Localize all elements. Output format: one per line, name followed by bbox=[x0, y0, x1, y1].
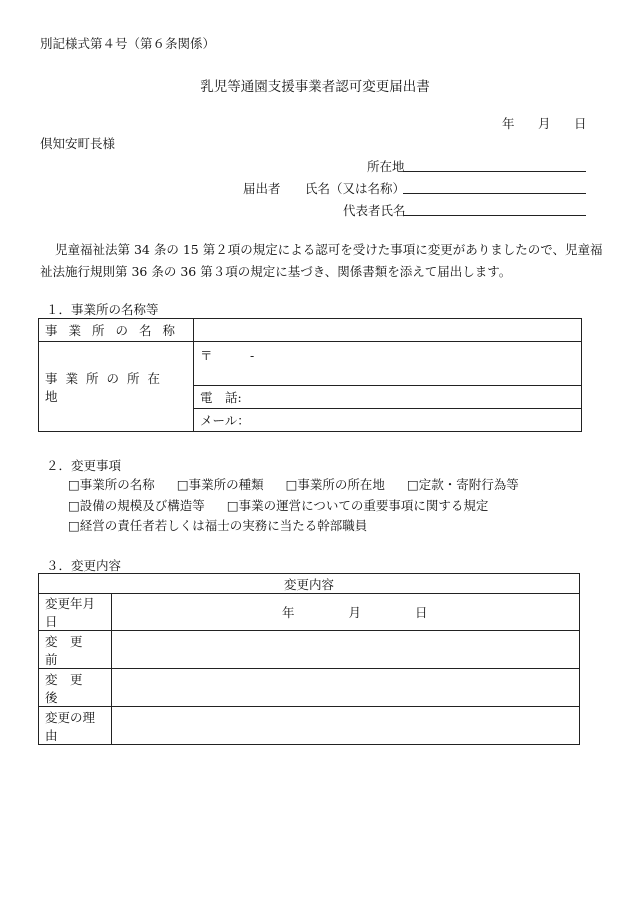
facility-name-label: 事業所の名称 bbox=[39, 319, 194, 342]
change-date-month: 月 bbox=[348, 605, 362, 620]
change-items-row2 bbox=[68, 496, 510, 514]
date-day-label: 日 bbox=[574, 116, 587, 131]
form-title: 乳児等通園支援事業者認可変更届出書 bbox=[200, 79, 430, 95]
body-text-line1: 児童福祉法第 34 条の 15 第２項の規定による認可を受けた事項に変更がありましたので、児童福 bbox=[55, 242, 603, 257]
date-month-label: 月 bbox=[538, 116, 551, 131]
postal-prefix: 〒 - bbox=[200, 348, 255, 363]
section1-heading: １．事業所の名称等 bbox=[46, 302, 159, 317]
address-label: 所在地 bbox=[367, 159, 405, 174]
change-content-table bbox=[38, 573, 580, 745]
change-date-year: 年 bbox=[282, 605, 295, 620]
after-cell[interactable] bbox=[112, 669, 580, 707]
name-field[interactable] bbox=[403, 179, 586, 194]
change-date-label: 変更年月日 bbox=[39, 594, 112, 631]
addressee: 倶知安町長様 bbox=[40, 136, 116, 151]
checkbox-facility-location[interactable]: □事業所の所在地 bbox=[285, 477, 385, 492]
checkbox-operation-rules[interactable]: □事業の運営についての重要事項に関する規定 bbox=[226, 498, 489, 513]
checkbox-articles[interactable]: □定款・寄附行為等 bbox=[406, 477, 519, 492]
before-cell[interactable] bbox=[112, 631, 580, 669]
change-items-row3 bbox=[68, 516, 389, 534]
change-content-header: 変更内容 bbox=[39, 574, 580, 594]
mail-cell[interactable] bbox=[194, 409, 582, 432]
representative-label: 代表者氏名 bbox=[343, 203, 406, 218]
section3-heading: ３．変更内容 bbox=[46, 558, 122, 573]
checkbox-facility-type[interactable]: □事業所の種類 bbox=[176, 477, 264, 492]
change-items-row1 bbox=[68, 475, 541, 493]
facility-name-cell[interactable] bbox=[194, 319, 582, 342]
change-date-day: 日 bbox=[415, 605, 428, 620]
representative-field[interactable] bbox=[403, 201, 586, 216]
body-text-line2: 祉法施行規則第 36 条の 36 第３項の規定に基づき、関係書類を添えて届出します。 bbox=[40, 264, 512, 279]
facility-table bbox=[38, 318, 582, 432]
checkbox-equipment[interactable]: □設備の規模及び構造等 bbox=[68, 498, 205, 513]
date-year-label: 年 bbox=[502, 116, 515, 131]
checkbox-management-staff[interactable]: □経営の責任者若しくは福士の実務に当たる幹部職員 bbox=[68, 518, 368, 533]
reason-cell[interactable] bbox=[112, 707, 580, 745]
submitter-label: 届出者 bbox=[243, 181, 281, 196]
form-number: 別記様式第４号（第６条関係） bbox=[40, 36, 216, 51]
address-field[interactable] bbox=[403, 157, 586, 172]
change-date-cell[interactable] bbox=[112, 594, 580, 631]
facility-location-label: 事業所の所在地 bbox=[39, 342, 194, 432]
section2-heading: ２．変更事項 bbox=[46, 458, 122, 473]
before-label: 変 更 前 bbox=[39, 631, 112, 669]
phone-cell[interactable] bbox=[194, 386, 582, 409]
name-label: 氏名（又は名称） bbox=[305, 181, 406, 196]
postal-code-cell[interactable] bbox=[194, 342, 582, 386]
phone-label: 電 話: bbox=[200, 390, 242, 405]
reason-label: 変更の理由 bbox=[39, 707, 112, 745]
after-label: 変 更 後 bbox=[39, 669, 112, 707]
mail-label: メール： bbox=[200, 413, 250, 428]
checkbox-facility-name[interactable]: □事業所の名称 bbox=[68, 477, 155, 492]
